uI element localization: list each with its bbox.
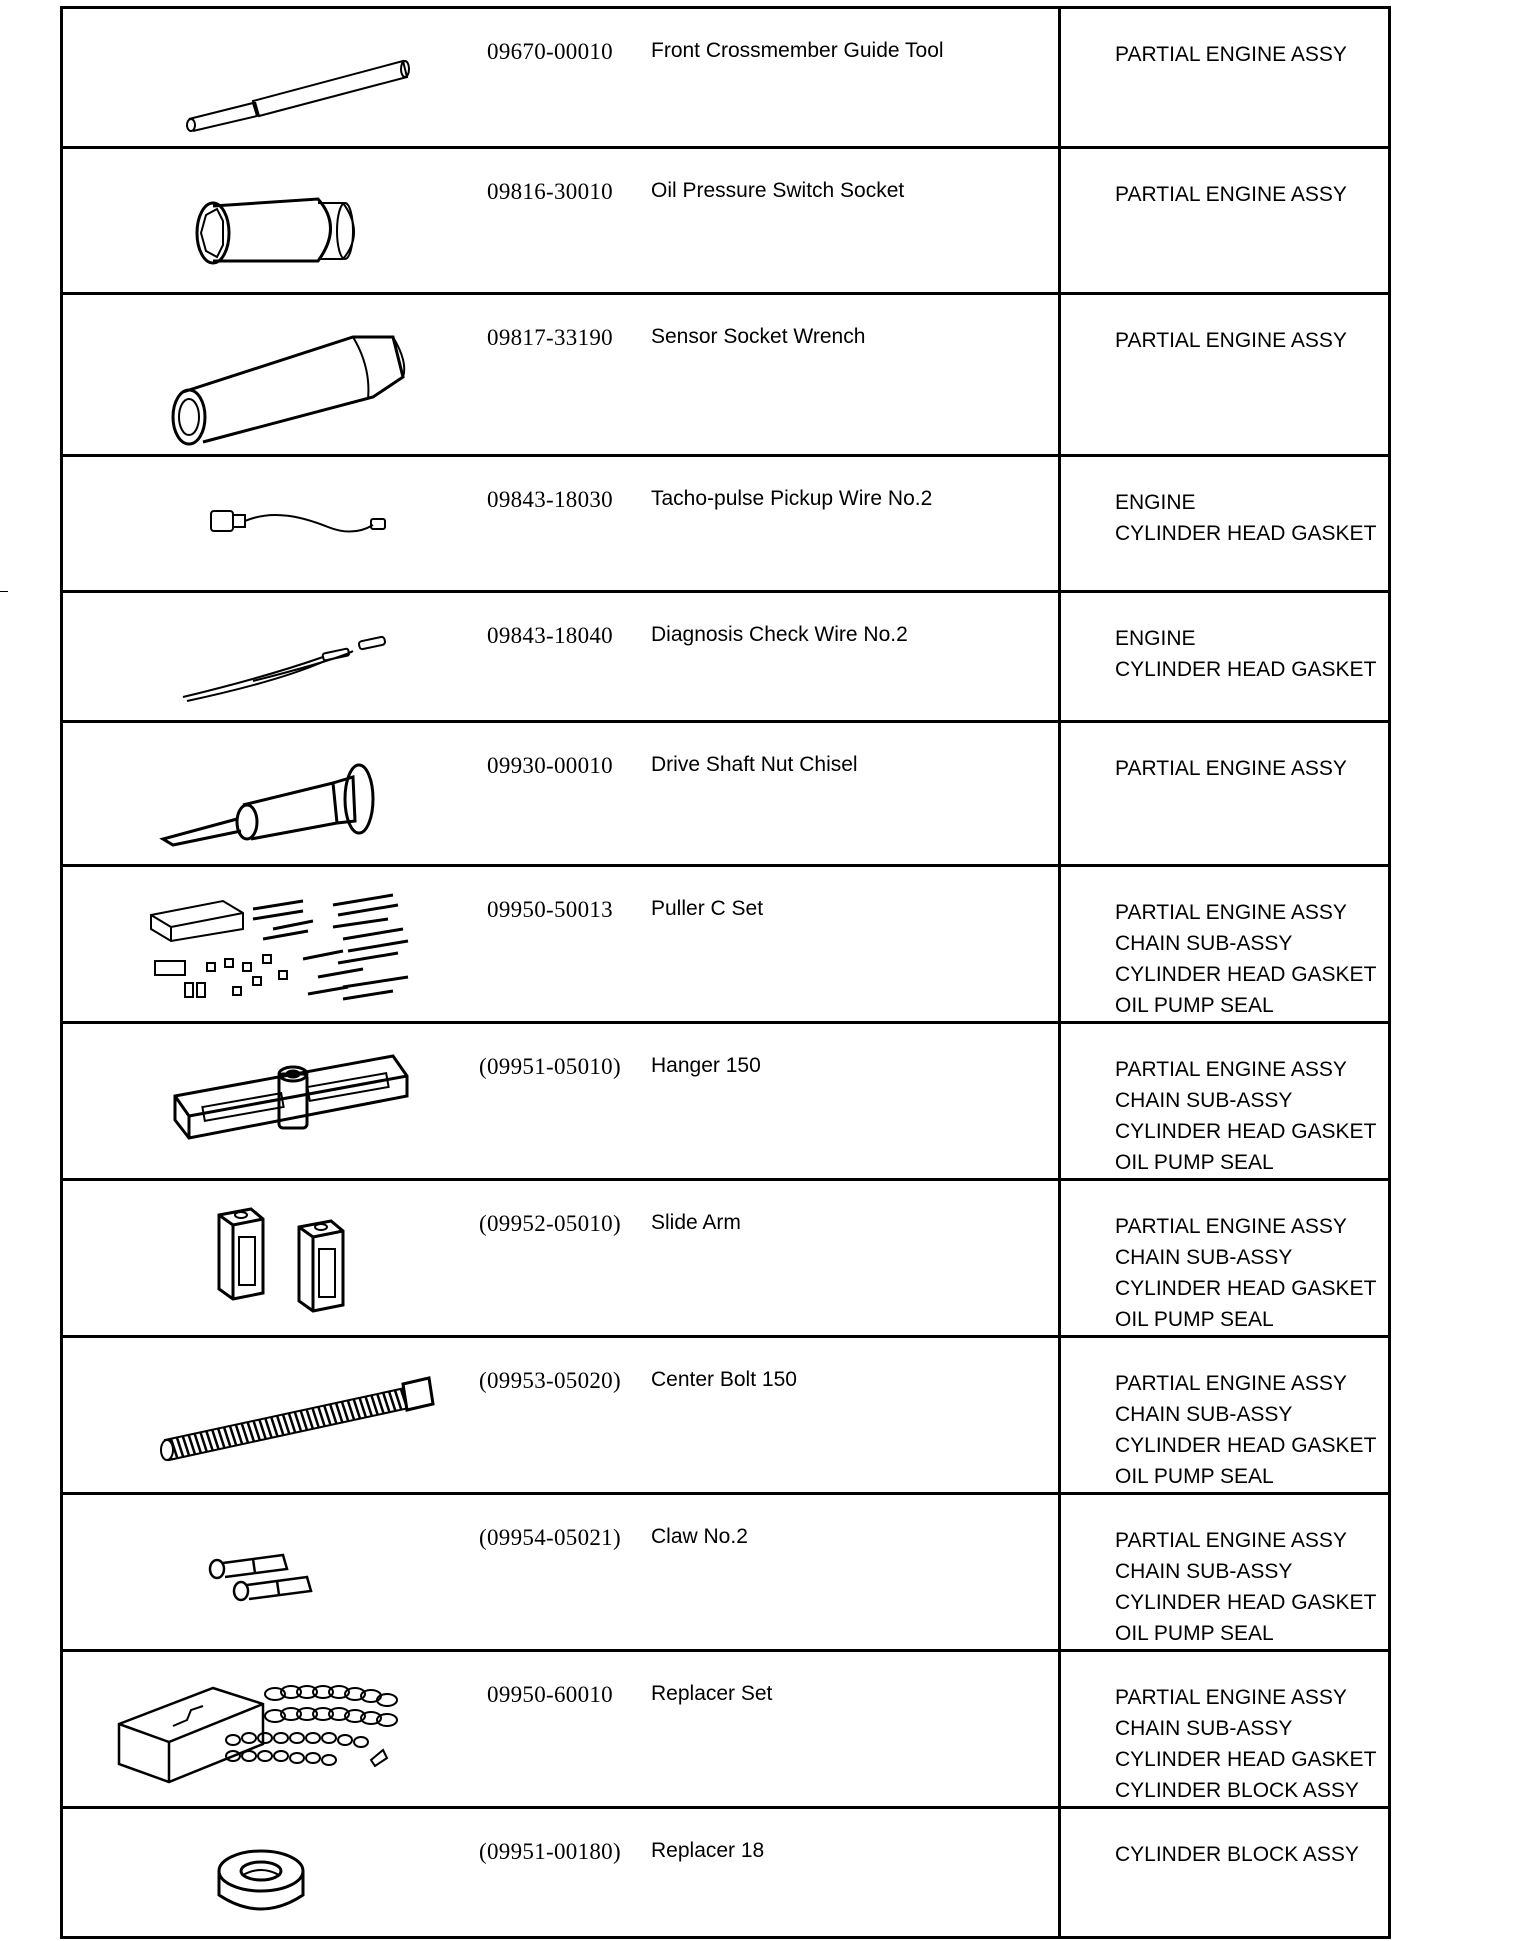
applies-item: CYLINDER HEAD GASKET [1115, 1434, 1377, 1457]
tool-name: Front Crossmember Guide Tool [651, 39, 944, 62]
applies-item: OIL PUMP SEAL [1115, 1622, 1274, 1645]
part-number: (09954-05021) [479, 1525, 621, 1550]
applies-item: PARTIAL ENGINE ASSY [1115, 1686, 1347, 1709]
part-number: 09817-33190 [487, 325, 613, 350]
part-number: (09952-05010) [479, 1211, 621, 1236]
applies-item: PARTIAL ENGINE ASSY [1115, 1529, 1347, 1552]
check-wire-icon [103, 605, 443, 715]
slide-arm-icon [103, 1193, 443, 1313]
table-row [62, 1023, 1390, 1180]
applies-item: CHAIN SUB-ASSY [1115, 1246, 1293, 1269]
center-bolt-icon [103, 1350, 443, 1480]
part-number: 09816-30010 [487, 179, 613, 204]
applies-item: CYLINDER HEAD GASKET [1115, 1748, 1377, 1771]
socket-wrench-icon [103, 307, 443, 457]
tool-name: Claw No.2 [651, 1525, 748, 1548]
tool-name: Drive Shaft Nut Chisel [651, 753, 858, 776]
special-tools-table [60, 6, 1391, 1939]
applies-item: CHAIN SUB-ASSY [1115, 1717, 1293, 1740]
tool-name: Hanger 150 [651, 1054, 761, 1077]
tool-name: Slide Arm [651, 1211, 741, 1234]
applies-item: CYLINDER HEAD GASKET [1115, 522, 1377, 545]
part-number: 09670-00010 [487, 39, 613, 64]
hanger-icon [103, 1036, 443, 1156]
special-tools-sheet [60, 6, 1388, 1866]
applies-item: CYLINDER BLOCK ASSY [1115, 1779, 1359, 1802]
tool-name: Diagnosis Check Wire No.2 [651, 623, 908, 646]
part-number: 09843-18040 [487, 623, 613, 648]
applies-item: PARTIAL ENGINE ASSY [1115, 1215, 1347, 1238]
table-row [62, 592, 1390, 722]
applies-item: OIL PUMP SEAL [1115, 1465, 1274, 1488]
tool-name: Oil Pressure Switch Socket [651, 179, 905, 202]
part-number: (09953-05020) [479, 1368, 621, 1393]
tool-name: Sensor Socket Wrench [651, 325, 866, 348]
part-number: 09843-18030 [487, 487, 613, 512]
tool-name: Center Bolt 150 [651, 1368, 797, 1391]
table-row [62, 148, 1390, 294]
applies-item: OIL PUMP SEAL [1115, 994, 1274, 1017]
table-row [62, 8, 1390, 148]
part-number: 09950-60010 [487, 1682, 613, 1707]
applies-item: CHAIN SUB-ASSY [1115, 1560, 1293, 1583]
replacer-set-icon [103, 1664, 443, 1794]
part-number: 09950-50013 [487, 897, 613, 922]
applies-item: PARTIAL ENGINE ASSY [1115, 757, 1347, 780]
applies-item: CYLINDER HEAD GASKET [1115, 963, 1377, 986]
applies-item: CHAIN SUB-ASSY [1115, 1403, 1293, 1426]
applies-item: ENGINE [1115, 627, 1196, 650]
applies-item: CHAIN SUB-ASSY [1115, 1089, 1293, 1112]
table-row [62, 722, 1390, 866]
table-row [62, 294, 1390, 456]
table-row [62, 1808, 1390, 1938]
applies-item: ENGINE [1115, 491, 1196, 514]
tool-name: Replacer 18 [651, 1839, 765, 1862]
table-row [62, 1180, 1390, 1337]
socket-icon [103, 161, 443, 291]
puller-set-icon [103, 879, 443, 1019]
applies-item: PARTIAL ENGINE ASSY [1115, 901, 1347, 924]
table-row [62, 1651, 1390, 1808]
part-number: 09930-00010 [487, 753, 613, 778]
applies-item: CYLINDER HEAD GASKET [1115, 1591, 1377, 1614]
tool-name: Tacho-pulse Pickup Wire No.2 [651, 487, 933, 510]
pickup-wire-icon [103, 469, 443, 579]
table-row [62, 1494, 1390, 1651]
page-edge-mark [0, 591, 8, 592]
applies-item: PARTIAL ENGINE ASSY [1115, 329, 1347, 352]
table-row [62, 1337, 1390, 1494]
applies-item: CHAIN SUB-ASSY [1115, 932, 1293, 955]
applies-item: CYLINDER HEAD GASKET [1115, 658, 1377, 681]
tool-name: Replacer Set [651, 1682, 773, 1705]
claw-icon [103, 1507, 443, 1637]
chisel-icon [103, 735, 443, 865]
applies-item: PARTIAL ENGINE ASSY [1115, 1058, 1347, 1081]
applies-item: CYLINDER BLOCK ASSY [1115, 1843, 1359, 1866]
applies-item: OIL PUMP SEAL [1115, 1308, 1274, 1331]
applies-item: OIL PUMP SEAL [1115, 1151, 1274, 1174]
applies-item: PARTIAL ENGINE ASSY [1115, 183, 1347, 206]
guide-tool-icon [103, 21, 443, 141]
tool-name: Puller C Set [651, 897, 764, 920]
part-number: (09951-05010) [479, 1054, 621, 1079]
applies-item: CYLINDER HEAD GASKET [1115, 1277, 1377, 1300]
replacer-icon [103, 1821, 443, 1941]
part-number: (09951-00180) [479, 1839, 621, 1864]
applies-item: CYLINDER HEAD GASKET [1115, 1120, 1377, 1143]
applies-item: PARTIAL ENGINE ASSY [1115, 1372, 1347, 1395]
table-row [62, 456, 1390, 592]
applies-item: PARTIAL ENGINE ASSY [1115, 43, 1347, 66]
table-row [62, 866, 1390, 1023]
